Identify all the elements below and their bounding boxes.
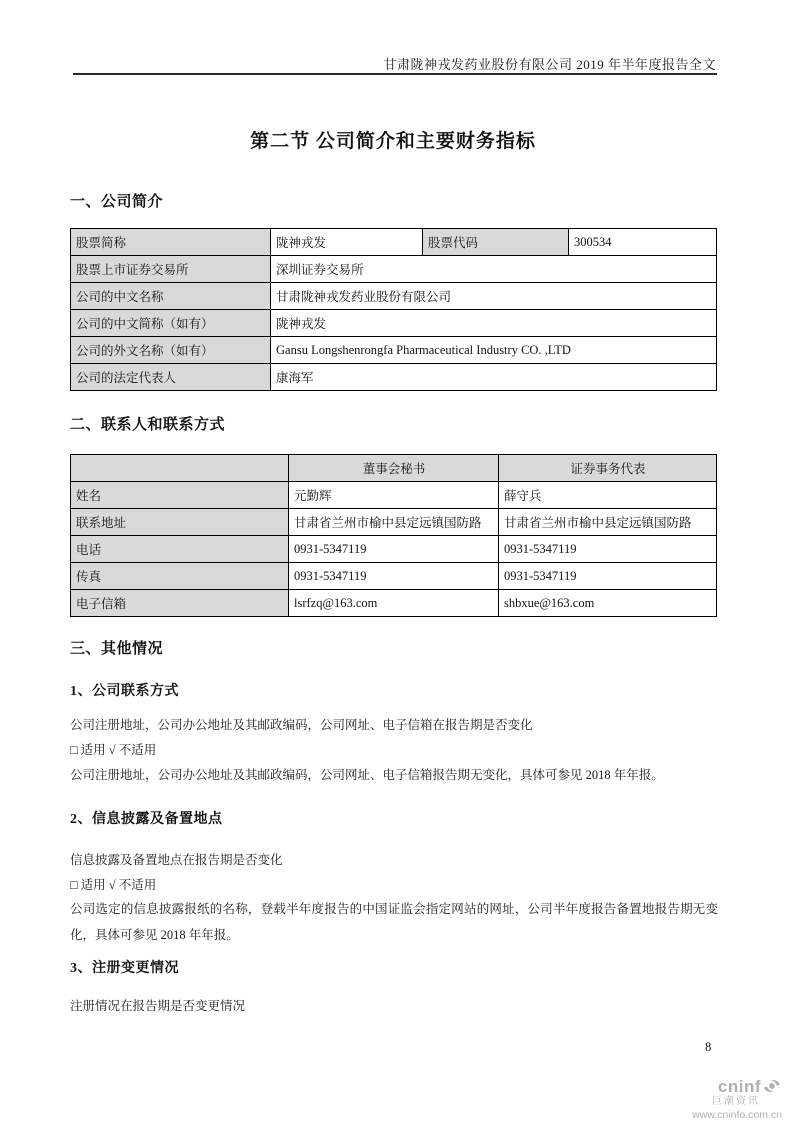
table-row [71, 229, 717, 256]
section-title: 第二节 公司简介和主要财务指标 [250, 131, 536, 152]
heading-other-info: 三、其他情况 [70, 641, 164, 657]
cell-stock-abbr-value: 陇神戎发 [271, 229, 423, 256]
heading-contacts: 二、联系人和联系方式 [70, 417, 226, 433]
subheading-disclosure-location: 2、信息披露及备置地点 [70, 812, 223, 827]
cninfo-logo [692, 1077, 782, 1121]
cell-label: 电子信箱 [71, 590, 289, 617]
cell-value: shbxue@163.com [499, 590, 717, 617]
applicability-choice: □ 适用 √ 不适用 [70, 878, 157, 892]
question-text: 公司注册地址，公司办公地址及其邮政编码，公司网址、电子信箱在报告期是否变化 [70, 718, 533, 732]
table-row [71, 364, 717, 391]
answer-text: 公司注册地址，公司办公地址及其邮政编码，公司网址、电子信箱报告期无变化，具体可参见 2018 年年报。 [70, 768, 664, 782]
page-number: 8 [705, 1040, 712, 1054]
cell-label: 公司的中文名称 [71, 283, 271, 310]
answer-text: 公司选定的信息披露报纸的名称，登载半年度报告的中国证监会指定网站的网址，公司半年度报告备置地报告期无变化，具体可参见 2018 年年报。 [70, 902, 718, 942]
subheading-contact-method: 1、公司联系方式 [70, 684, 179, 699]
question-text: 注册情况在报告期是否变更情况 [70, 999, 246, 1013]
cell-label: 姓名 [71, 482, 289, 509]
cell-label: 公司的法定代表人 [71, 364, 271, 391]
cell-label: 电话 [71, 536, 289, 563]
header-rule [73, 73, 717, 75]
cell-value: lsrfzq@163.com [289, 590, 499, 617]
table-row [71, 509, 717, 536]
cell-value: 0931-5347119 [499, 563, 717, 590]
cninfo-chinese-name: 巨潮资讯 [712, 1096, 760, 1107]
table-row [71, 590, 717, 617]
cell-label: 传真 [71, 563, 289, 590]
cell-label: 公司的中文简称（如有） [71, 310, 271, 337]
table-row [71, 337, 717, 364]
cell-label: 公司的外文名称（如有） [71, 337, 271, 364]
cninfo-swirl-icon [762, 1077, 782, 1095]
cell-value: 薛守兵 [499, 482, 717, 509]
table-row [71, 310, 717, 337]
cell-value: 甘肃省兰州市榆中县定远镇国防路 [289, 509, 499, 536]
cell-value: 甘肃陇神戎发药业股份有限公司 [271, 283, 717, 310]
table-row [71, 536, 717, 563]
cell-stock-code-value: 300534 [569, 229, 717, 256]
cninfo-logo-row [718, 1077, 782, 1095]
cell-value: 陇神戎发 [271, 310, 717, 337]
cninfo-url: www.cninfo.com.cn [692, 1109, 782, 1121]
table-header-row [71, 455, 717, 482]
cell-label: 股票上市证券交易所 [71, 256, 271, 283]
contacts-table [70, 454, 717, 617]
table-row [71, 482, 717, 509]
cell-value: 元勤辉 [289, 482, 499, 509]
table-row [71, 256, 717, 283]
cell-value: Gansu Longshenrongfa Pharmaceutical Industry CO. ,LTD [271, 337, 717, 364]
cell-stock-abbr-label: 股票简称 [71, 229, 271, 256]
cell-value: 深圳证券交易所 [271, 256, 717, 283]
cell-board-secretary-header: 董事会秘书 [289, 455, 499, 482]
cninfo-logo-text: cninf [717, 1076, 761, 1096]
question-text: 信息披露及备置地点在报告期是否变化 [70, 853, 283, 867]
cell-value: 康海军 [271, 364, 717, 391]
cell-value: 0931-5347119 [499, 536, 717, 563]
subheading-registration-change: 3、注册变更情况 [70, 961, 179, 976]
table-row [71, 283, 717, 310]
cell-label: 联系地址 [71, 509, 289, 536]
company-profile-table [70, 228, 717, 391]
cell-value: 0931-5347119 [289, 536, 499, 563]
cell-empty-header [71, 455, 289, 482]
cell-value: 甘肃省兰州市榆中县定远镇国防路 [499, 509, 717, 536]
cell-securities-rep-header: 证券事务代表 [499, 455, 717, 482]
cell-stock-code-label: 股票代码 [423, 229, 569, 256]
page-header-title: 甘肃陇神戎发药业股份有限公司 2019 年半年度报告全文 [383, 57, 716, 72]
cell-value: 0931-5347119 [289, 563, 499, 590]
applicability-choice: □ 适用 √ 不适用 [70, 743, 157, 757]
heading-company-profile: 一、公司简介 [70, 194, 164, 210]
table-row [71, 563, 717, 590]
